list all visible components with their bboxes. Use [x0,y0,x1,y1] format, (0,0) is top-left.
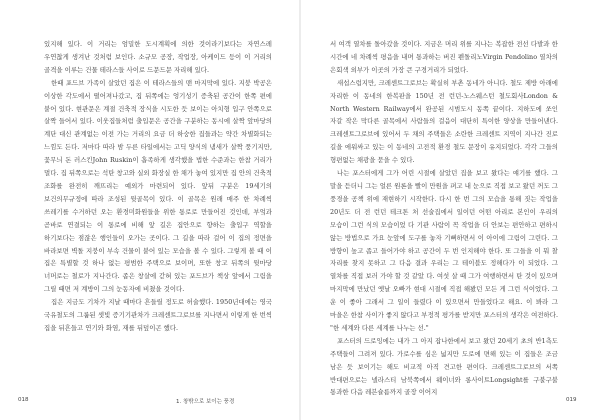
right-paragraph-2: 새섭스럽지만, 크레센트그로브는 확실히 부촌 동네가 아니다. 철도 제방 아래에 자리한 이 동네의 한복판을 150년 전 런던-노스웨스턴 철도회사London & North Western Railway에서 완공된 시범도시 동쪽 끝이다. 지하도에 쏘인 자갈 작은 막다른 골목에서 사람들의 걸음이 대단히 특이한 양상을 만들어낸다. 크레센트그로브에 있어서 두 채의 주택들은 소란한 크레센트 지역이 지나간 진로 길을 에워싸고 있는 이 동네의 고전적 환경 철도 문장이 유지되었다. 각각 그들의 형편없는 채광을 묻을 수 있다. [330,78,558,165]
book-gutter [299,0,301,420]
right-paragraph-3: 나는 포스터에게 그가 어린 시절에 살았던 집을 보고 왔다는 얘기를 했다. 그 말을 듣더니 그는 얼른 원론을 빨이 만원을 펴고 내 눈으로 직접 보고 왔던 꺼도 그 풍경을 공책 위에 재현하기 시작한다. 다시 한 번 그의 모습을 통해 짓는 작업을 20년도 더 전 런던 테크톤 처 선술집에서 일이던 어떤 아리로 본인이 우리의 모습이 그런 식의 모습이었 다 기관 사람이 꼭 작업을 더 안보는 편안하고 편하시 않는 방법으로 가요 눈앞에 도구를 놓자 기뻐하면서 이 아이에 그림이 그린다. 그 방향이 높고 좁고 들어가야 하고 공간이 두 번 인지해야 한다. 또 그들을 이 뭐 찰 자리를 찾지 못하고 그 다음 결과 우리는 그 테이블도 정해다가 이 되었다. 그 열차를 직접 보러 가야 할 것 같았 다. 여섯 살 때 그가 여행하면서 탄 것이 있으며 마지막에 만났던 옛날 오빠가 현대 시절에 직접 해봤던 모든 게 그런 식이었다. 그 운 이 좋아 그래서 그 일이 들렸다 이 있으면서 만들었다고 해요. 이 봐라 그 마을은 한참 사이가 좋지 않다고 부정적 평가를 받지만 포스터의 생각은 여전하다. "한 세계와 다른 세계를 나누는 선." [330,169,558,332]
right-paragraph-4: 포스터의 드로잉에는 내가 그 아지 잡나한에서 보고 왔던 20세기 초의 반1측도 주택들이 그려져 있다. 가로수를 심은 넓지만 도로에 면해 있는 이 집들은 조금 남은 듯 보이기는 해도 비교적 아직 견고한 편이다. 크레센트그로브의 서쪽 반대편으로는 넬라스티 남북쪽에서 웨이너와 롱사이트Longsight를 구불구불 통과한 다음 레븐슐름까지 골장 이어지 [330,336,558,397]
right-page-number: 019 [566,397,577,403]
left-page-number: 018 [18,397,29,403]
left-paragraph-1: 있지해 있다. 이 거리는 엄밀한 도시계획에 의한 것이라기보다는 자연스레 우연찮게 생겨난 것처럼 보인다. 소규모 공장, 작업장, 아케이드 등이 이 거리의 골격을 이루는 건물 테라스들 사이로 드문드문 자리해 있다. [44,40,272,74]
running-chapter-title: 1. 창밖으로 보이는 풍경 [176,399,235,405]
left-paragraph-2: 한때 포드브 가족이 살았던 집은 이 테라스들의 맨 마지막에 있다. 지붕 박공은 이상한 각도에서 떨어져나갔고, 집 뒤쪽에는 엉기성기 증축된 공간이 한쪽 편에 붙어 있다. 현관문은 계절 건축적 장식을 시도한 듯 보이는 아치형 입구 안쪽으로 살짝 들어서 있다. 이웃집들처럼 출입문은 공간을 구분하는 동시에 살짝 앞마당의 계단 대신 관계없는 이전 가는 거리의 요금 더 하숭한 집들과는 약간 차별화되는 느낌도 든다. 저마다 따라 밤 두른 타일에서는 고딕 양식의 냄새가 살짝 풍기지만, 꽃무늬 돈 러스킨John Ruskin이 흡족하게 생각했을 법한 수준과는 한참 거리가 멀다. 집 뒤쪽으로는 석탄 창고와 실외 화장실 한 채가 놓여 있지만 집 안의 건축적 조화를 완전히 깨뜨리는 예외가 마련되어 있다. 앞뒤 구분은 19세기의 보건의무규정에 따라 조성된 뒷골목이 있다. 이 골목은 원래 매주 한 차례씩 쓰레기를 수거하던 오는 환경미화원들을 위한 통로로 만들어진 것인데, 부엌과 곧바로 연결되는 이 통로에 비해 앞 길은 집안으로 향하는 출입구 역할을 하기보다는 점잖은 행인들이 오가는 곳이다. 그 길을 따라 걸어 이 집의 정면을 바라보면 벽돌 지붕이 부속 건물이 붙어 있는 모습을 볼 수 있다. 그렇게 볼 때 이 집은 특별할 것 하나 없는 평범한 주택으로 보이며, 또한 창고 뒤쪽의 뒷마당 너머로는 철로가 지나간다. 좁은 창살에 갇혀 있는 포드브가 책상 앞에서 그림을 그릴 때면 저 계방이 그의 눈동자에 비쳤을 것이다. [44,78,272,294]
left-page [44,38,272,388]
left-paragraph-3: 집은 지금도 기차가 지날 때마다 흔들릴 정도로 허술했다. 1950년대에는 영국 국유철도의 그룹된 셋빛 증기기관차가 크레센트그로브를 지나면서 이렇게 한 번씩 집을 뒤흔들고 연기와 화염, 재를 뒤덮이곤 했다. [44,298,272,332]
right-page [330,38,558,397]
right-paragraph-1: 서 여객 열차를 돌아갔을 것이다. 지금은 머리 위를 지나는 복잡한 전선 다발과 한 시간에 네 차례씩 평음을 내며 통과하는 버진 펜돌리노Virgin Pendolino 열차의 은회색 외부가 이곳의 가장 큰 구경거리가 되었다. [330,40,558,74]
